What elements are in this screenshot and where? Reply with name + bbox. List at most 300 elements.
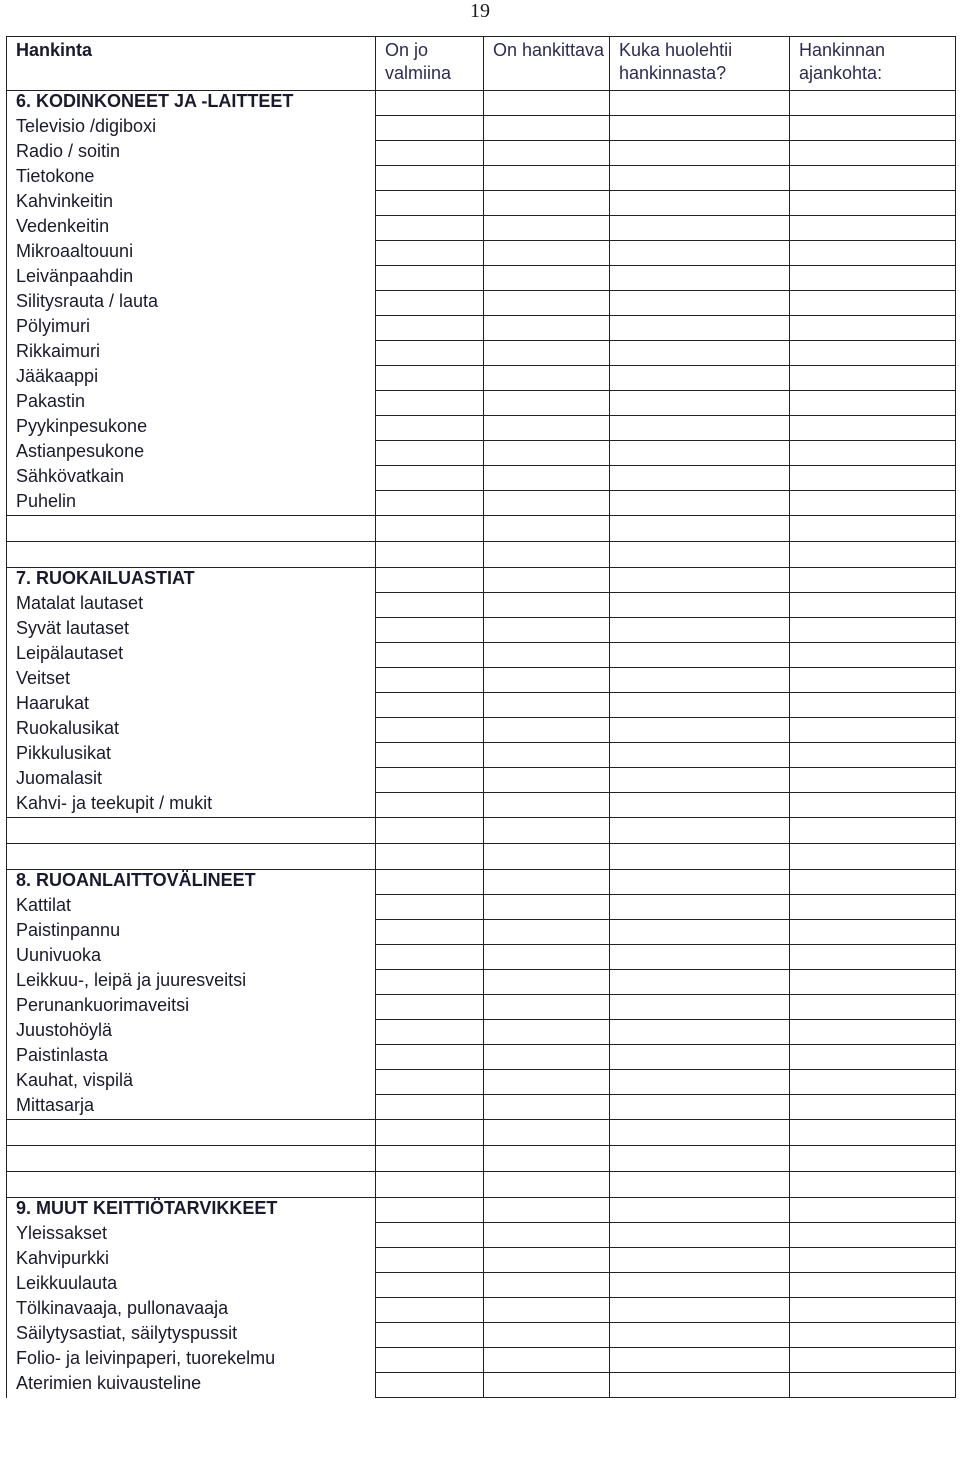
item-label: Pölyimuri bbox=[7, 316, 376, 341]
table-row bbox=[7, 1070, 956, 1095]
input-cell[interactable] bbox=[376, 693, 484, 718]
table-row bbox=[7, 141, 956, 166]
header-responsible: Kuka huolehtii hankinnasta? bbox=[610, 37, 790, 91]
input-cell[interactable] bbox=[376, 1070, 484, 1095]
blank-cell[interactable] bbox=[610, 1120, 790, 1146]
input-cell[interactable] bbox=[484, 291, 610, 316]
blank-cell[interactable] bbox=[376, 516, 484, 542]
blank-row bbox=[7, 844, 956, 870]
blank-cell[interactable] bbox=[376, 1146, 484, 1172]
input-cell[interactable] bbox=[484, 1348, 610, 1373]
input-cell[interactable] bbox=[484, 920, 610, 945]
item-label: Leikkuu-, leipä ja juuresveitsi bbox=[7, 970, 376, 995]
input-cell[interactable] bbox=[484, 466, 610, 491]
input-cell[interactable] bbox=[484, 266, 610, 291]
input-cell[interactable] bbox=[376, 593, 484, 618]
input-cell[interactable] bbox=[610, 768, 790, 793]
input-cell[interactable] bbox=[484, 1298, 610, 1323]
input-cell[interactable] bbox=[610, 1298, 790, 1323]
input-cell[interactable] bbox=[376, 1095, 484, 1120]
blank-row bbox=[7, 818, 956, 844]
checklist-body bbox=[7, 37, 956, 1398]
section-title: 7. RUOKAILUASTIAT bbox=[7, 568, 376, 593]
table-row bbox=[7, 216, 956, 241]
input-cell[interactable] bbox=[376, 1020, 484, 1045]
input-cell[interactable] bbox=[790, 793, 956, 818]
header-timing: Hankinnan ajankohta: bbox=[790, 37, 956, 91]
input-cell[interactable] bbox=[610, 793, 790, 818]
input-cell[interactable] bbox=[790, 1323, 956, 1348]
input-cell[interactable] bbox=[484, 316, 610, 341]
blank-cell[interactable] bbox=[484, 844, 610, 870]
input-cell[interactable] bbox=[790, 1273, 956, 1298]
blank-row bbox=[7, 1146, 956, 1172]
input-cell[interactable] bbox=[790, 366, 956, 391]
empty-cell[interactable] bbox=[484, 568, 610, 593]
input-cell[interactable] bbox=[790, 1070, 956, 1095]
input-cell[interactable] bbox=[610, 743, 790, 768]
item-label: Pyykinpesukone bbox=[7, 416, 376, 441]
blank-cell[interactable] bbox=[7, 844, 376, 870]
blank-cell[interactable] bbox=[7, 1146, 376, 1172]
empty-cell[interactable] bbox=[376, 870, 484, 895]
blank-cell[interactable] bbox=[484, 1146, 610, 1172]
input-cell[interactable] bbox=[790, 1248, 956, 1273]
input-cell[interactable] bbox=[790, 266, 956, 291]
blank-cell[interactable] bbox=[7, 1172, 376, 1198]
input-cell[interactable] bbox=[610, 416, 790, 441]
item-label: Paistinlasta bbox=[7, 1045, 376, 1070]
input-cell[interactable] bbox=[376, 920, 484, 945]
empty-cell[interactable] bbox=[790, 1198, 956, 1223]
input-cell[interactable] bbox=[790, 291, 956, 316]
empty-cell[interactable] bbox=[610, 870, 790, 895]
table-row bbox=[7, 1348, 956, 1373]
input-cell[interactable] bbox=[484, 768, 610, 793]
table-row bbox=[7, 116, 956, 141]
blank-row bbox=[7, 516, 956, 542]
input-cell[interactable] bbox=[376, 643, 484, 668]
empty-cell[interactable] bbox=[484, 91, 610, 116]
input-cell[interactable] bbox=[484, 191, 610, 216]
input-cell[interactable] bbox=[376, 668, 484, 693]
item-label: Säilytysastiat, säilytyspussit bbox=[7, 1323, 376, 1348]
input-cell[interactable] bbox=[484, 1273, 610, 1298]
empty-cell[interactable] bbox=[610, 91, 790, 116]
blank-cell[interactable] bbox=[790, 516, 956, 542]
input-cell[interactable] bbox=[484, 995, 610, 1020]
input-cell[interactable] bbox=[376, 491, 484, 516]
table-row bbox=[7, 1223, 956, 1248]
input-cell[interactable] bbox=[484, 391, 610, 416]
item-label: Mittasarja bbox=[7, 1095, 376, 1120]
input-cell[interactable] bbox=[790, 718, 956, 743]
blank-cell[interactable] bbox=[484, 1172, 610, 1198]
input-cell[interactable] bbox=[484, 1373, 610, 1398]
blank-cell[interactable] bbox=[790, 1172, 956, 1198]
input-cell[interactable] bbox=[610, 1373, 790, 1398]
input-cell[interactable] bbox=[790, 141, 956, 166]
input-cell[interactable] bbox=[376, 1045, 484, 1070]
section-row bbox=[7, 870, 956, 895]
input-cell[interactable] bbox=[610, 191, 790, 216]
input-cell[interactable] bbox=[610, 291, 790, 316]
input-cell[interactable] bbox=[790, 995, 956, 1020]
input-cell[interactable] bbox=[790, 1298, 956, 1323]
section-title: 9. MUUT KEITTIÖTARVIKKEET bbox=[7, 1198, 376, 1223]
input-cell[interactable] bbox=[376, 291, 484, 316]
input-cell[interactable] bbox=[484, 341, 610, 366]
item-label: Silitysrauta / lauta bbox=[7, 291, 376, 316]
input-cell[interactable] bbox=[610, 1248, 790, 1273]
input-cell[interactable] bbox=[376, 166, 484, 191]
item-label: Vedenkeitin bbox=[7, 216, 376, 241]
input-cell[interactable] bbox=[376, 316, 484, 341]
input-cell[interactable] bbox=[610, 341, 790, 366]
input-cell[interactable] bbox=[610, 366, 790, 391]
input-cell[interactable] bbox=[610, 216, 790, 241]
empty-cell[interactable] bbox=[376, 1198, 484, 1223]
input-cell[interactable] bbox=[790, 1373, 956, 1398]
item-label: Juomalasit bbox=[7, 768, 376, 793]
input-cell[interactable] bbox=[790, 970, 956, 995]
input-cell[interactable] bbox=[790, 693, 956, 718]
blank-cell[interactable] bbox=[376, 1172, 484, 1198]
input-cell[interactable] bbox=[484, 718, 610, 743]
input-cell[interactable] bbox=[376, 266, 484, 291]
blank-cell[interactable] bbox=[610, 1172, 790, 1198]
input-cell[interactable] bbox=[484, 1095, 610, 1120]
table-row bbox=[7, 895, 956, 920]
empty-cell[interactable] bbox=[610, 568, 790, 593]
input-cell[interactable] bbox=[484, 1323, 610, 1348]
input-cell[interactable] bbox=[376, 1373, 484, 1398]
input-cell[interactable] bbox=[376, 466, 484, 491]
input-cell[interactable] bbox=[376, 216, 484, 241]
table-row bbox=[7, 266, 956, 291]
input-cell[interactable] bbox=[610, 166, 790, 191]
table-row bbox=[7, 291, 956, 316]
table-row bbox=[7, 241, 956, 266]
table-row bbox=[7, 466, 956, 491]
table-row bbox=[7, 366, 956, 391]
blank-cell[interactable] bbox=[7, 516, 376, 542]
input-cell[interactable] bbox=[790, 1223, 956, 1248]
table-row bbox=[7, 970, 956, 995]
input-cell[interactable] bbox=[484, 166, 610, 191]
table-row bbox=[7, 341, 956, 366]
input-cell[interactable] bbox=[790, 920, 956, 945]
input-cell[interactable] bbox=[790, 593, 956, 618]
input-cell[interactable] bbox=[610, 1020, 790, 1045]
input-cell[interactable] bbox=[790, 466, 956, 491]
blank-cell[interactable] bbox=[484, 818, 610, 844]
input-cell[interactable] bbox=[610, 1273, 790, 1298]
item-label: Leivänpaahdin bbox=[7, 266, 376, 291]
item-label: Astianpesukone bbox=[7, 441, 376, 466]
table-row bbox=[7, 441, 956, 466]
input-cell[interactable] bbox=[484, 618, 610, 643]
blank-cell[interactable] bbox=[376, 542, 484, 568]
input-cell[interactable] bbox=[484, 668, 610, 693]
table-row bbox=[7, 1273, 956, 1298]
input-cell[interactable] bbox=[790, 1020, 956, 1045]
blank-cell[interactable] bbox=[610, 516, 790, 542]
item-label: Tietokone bbox=[7, 166, 376, 191]
item-label: Kahvi- ja teekupit / mukit bbox=[7, 793, 376, 818]
input-cell[interactable] bbox=[484, 241, 610, 266]
empty-cell[interactable] bbox=[376, 568, 484, 593]
item-label: Tölkinavaaja, pullonavaaja bbox=[7, 1298, 376, 1323]
input-cell[interactable] bbox=[610, 718, 790, 743]
item-label: Pikkulusikat bbox=[7, 743, 376, 768]
input-cell[interactable] bbox=[790, 668, 956, 693]
input-cell[interactable] bbox=[790, 895, 956, 920]
section-row bbox=[7, 1198, 956, 1223]
input-cell[interactable] bbox=[484, 593, 610, 618]
input-cell[interactable] bbox=[610, 1070, 790, 1095]
item-label: Kahvipurkki bbox=[7, 1248, 376, 1273]
input-cell[interactable] bbox=[484, 693, 610, 718]
item-label: Haarukat bbox=[7, 693, 376, 718]
page-number: 19 bbox=[470, 0, 490, 22]
table-row bbox=[7, 316, 956, 341]
input-cell[interactable] bbox=[610, 391, 790, 416]
input-cell[interactable] bbox=[376, 618, 484, 643]
input-cell[interactable] bbox=[790, 416, 956, 441]
input-cell[interactable] bbox=[484, 793, 610, 818]
input-cell[interactable] bbox=[484, 116, 610, 141]
input-cell[interactable] bbox=[376, 1323, 484, 1348]
table-row bbox=[7, 618, 956, 643]
input-cell[interactable] bbox=[790, 1095, 956, 1120]
blank-cell[interactable] bbox=[610, 542, 790, 568]
blank-row bbox=[7, 542, 956, 568]
table-row bbox=[7, 995, 956, 1020]
input-cell[interactable] bbox=[790, 1045, 956, 1070]
table-row bbox=[7, 1020, 956, 1045]
input-cell[interactable] bbox=[610, 316, 790, 341]
item-label: Radio / soitin bbox=[7, 141, 376, 166]
table-row bbox=[7, 491, 956, 516]
blank-cell[interactable] bbox=[790, 1120, 956, 1146]
input-cell[interactable] bbox=[376, 416, 484, 441]
input-cell[interactable] bbox=[376, 793, 484, 818]
item-label: Televisio /digiboxi bbox=[7, 116, 376, 141]
input-cell[interactable] bbox=[610, 1223, 790, 1248]
input-cell[interactable] bbox=[376, 945, 484, 970]
input-cell[interactable] bbox=[610, 970, 790, 995]
input-cell[interactable] bbox=[610, 618, 790, 643]
table-row bbox=[7, 1323, 956, 1348]
input-cell[interactable] bbox=[610, 491, 790, 516]
input-cell[interactable] bbox=[376, 1273, 484, 1298]
input-cell[interactable] bbox=[610, 1323, 790, 1348]
input-cell[interactable] bbox=[790, 441, 956, 466]
table-row bbox=[7, 920, 956, 945]
table-row bbox=[7, 643, 956, 668]
item-label: Sähkövatkain bbox=[7, 466, 376, 491]
input-cell[interactable] bbox=[484, 141, 610, 166]
section-title: 8. RUOANLAITTOVÄLINEET bbox=[7, 870, 376, 895]
item-label: Mikroaaltouuni bbox=[7, 241, 376, 266]
input-cell[interactable] bbox=[484, 1223, 610, 1248]
input-cell[interactable] bbox=[610, 593, 790, 618]
input-cell[interactable] bbox=[376, 1248, 484, 1273]
input-cell[interactable] bbox=[790, 116, 956, 141]
item-label: Aterimien kuivausteline bbox=[7, 1373, 376, 1398]
input-cell[interactable] bbox=[376, 718, 484, 743]
item-label: Pakastin bbox=[7, 391, 376, 416]
input-cell[interactable] bbox=[376, 391, 484, 416]
procurement-checklist-table bbox=[6, 36, 956, 1398]
item-label: Uunivuoka bbox=[7, 945, 376, 970]
input-cell[interactable] bbox=[484, 416, 610, 441]
input-cell[interactable] bbox=[376, 743, 484, 768]
item-label: Veitset bbox=[7, 668, 376, 693]
input-cell[interactable] bbox=[484, 366, 610, 391]
input-cell[interactable] bbox=[610, 141, 790, 166]
empty-cell[interactable] bbox=[790, 870, 956, 895]
input-cell[interactable] bbox=[610, 895, 790, 920]
blank-cell[interactable] bbox=[610, 1146, 790, 1172]
input-cell[interactable] bbox=[376, 341, 484, 366]
input-cell[interactable] bbox=[790, 391, 956, 416]
item-label: Juustohöylä bbox=[7, 1020, 376, 1045]
blank-cell[interactable] bbox=[376, 1120, 484, 1146]
input-cell[interactable] bbox=[790, 166, 956, 191]
input-cell[interactable] bbox=[610, 945, 790, 970]
blank-cell[interactable] bbox=[376, 818, 484, 844]
input-cell[interactable] bbox=[484, 643, 610, 668]
input-cell[interactable] bbox=[610, 266, 790, 291]
table-row bbox=[7, 191, 956, 216]
table-row bbox=[7, 1298, 956, 1323]
input-cell[interactable] bbox=[790, 341, 956, 366]
header-row bbox=[7, 37, 956, 91]
input-cell[interactable] bbox=[484, 216, 610, 241]
input-cell[interactable] bbox=[790, 316, 956, 341]
item-label: Leipälautaset bbox=[7, 643, 376, 668]
input-cell[interactable] bbox=[484, 1248, 610, 1273]
input-cell[interactable] bbox=[376, 895, 484, 920]
input-cell[interactable] bbox=[484, 945, 610, 970]
blank-cell[interactable] bbox=[790, 818, 956, 844]
table-row bbox=[7, 793, 956, 818]
blank-cell[interactable] bbox=[484, 542, 610, 568]
input-cell[interactable] bbox=[484, 441, 610, 466]
item-label: Folio- ja leivinpaperi, tuorekelmu bbox=[7, 1348, 376, 1373]
input-cell[interactable] bbox=[790, 618, 956, 643]
blank-cell[interactable] bbox=[7, 818, 376, 844]
input-cell[interactable] bbox=[376, 441, 484, 466]
blank-cell[interactable] bbox=[610, 818, 790, 844]
input-cell[interactable] bbox=[484, 970, 610, 995]
input-cell[interactable] bbox=[790, 945, 956, 970]
blank-cell[interactable] bbox=[484, 516, 610, 542]
input-cell[interactable] bbox=[376, 1298, 484, 1323]
input-cell[interactable] bbox=[790, 216, 956, 241]
input-cell[interactable] bbox=[610, 466, 790, 491]
input-cell[interactable] bbox=[790, 768, 956, 793]
input-cell[interactable] bbox=[790, 643, 956, 668]
input-cell[interactable] bbox=[376, 366, 484, 391]
input-cell[interactable] bbox=[376, 116, 484, 141]
item-label: Yleissakset bbox=[7, 1223, 376, 1248]
empty-cell[interactable] bbox=[376, 91, 484, 116]
input-cell[interactable] bbox=[484, 1020, 610, 1045]
input-cell[interactable] bbox=[376, 970, 484, 995]
table-row bbox=[7, 1095, 956, 1120]
input-cell[interactable] bbox=[610, 241, 790, 266]
item-label: Kauhat, vispilä bbox=[7, 1070, 376, 1095]
item-label: Perunankuorimaveitsi bbox=[7, 995, 376, 1020]
input-cell[interactable] bbox=[610, 116, 790, 141]
input-cell[interactable] bbox=[790, 191, 956, 216]
empty-cell[interactable] bbox=[484, 1198, 610, 1223]
input-cell[interactable] bbox=[610, 1348, 790, 1373]
input-cell[interactable] bbox=[376, 995, 484, 1020]
empty-cell[interactable] bbox=[484, 870, 610, 895]
input-cell[interactable] bbox=[610, 668, 790, 693]
input-cell[interactable] bbox=[610, 1045, 790, 1070]
item-label: Kattilat bbox=[7, 895, 376, 920]
input-cell[interactable] bbox=[484, 1070, 610, 1095]
section-row bbox=[7, 568, 956, 593]
section-title: 6. KODINKONEET JA -LAITTEET bbox=[7, 91, 376, 116]
input-cell[interactable] bbox=[484, 743, 610, 768]
input-cell[interactable] bbox=[484, 1045, 610, 1070]
input-cell[interactable] bbox=[790, 241, 956, 266]
input-cell[interactable] bbox=[376, 1223, 484, 1248]
blank-cell[interactable] bbox=[790, 542, 956, 568]
header-to-acquire: On hankittava bbox=[484, 37, 610, 91]
blank-cell[interactable] bbox=[7, 542, 376, 568]
empty-cell[interactable] bbox=[610, 1198, 790, 1223]
input-cell[interactable] bbox=[790, 1348, 956, 1373]
input-cell[interactable] bbox=[484, 895, 610, 920]
blank-cell[interactable] bbox=[610, 844, 790, 870]
item-label: Kahvinkeitin bbox=[7, 191, 376, 216]
empty-cell[interactable] bbox=[790, 568, 956, 593]
blank-cell[interactable] bbox=[7, 1120, 376, 1146]
blank-cell[interactable] bbox=[790, 1146, 956, 1172]
input-cell[interactable] bbox=[376, 241, 484, 266]
empty-cell[interactable] bbox=[790, 91, 956, 116]
table-row bbox=[7, 1373, 956, 1398]
input-cell[interactable] bbox=[376, 191, 484, 216]
blank-cell[interactable] bbox=[484, 1120, 610, 1146]
item-label: Ruokalusikat bbox=[7, 718, 376, 743]
blank-cell[interactable] bbox=[376, 844, 484, 870]
table-row bbox=[7, 693, 956, 718]
input-cell[interactable] bbox=[790, 743, 956, 768]
blank-cell[interactable] bbox=[790, 844, 956, 870]
input-cell[interactable] bbox=[610, 920, 790, 945]
input-cell[interactable] bbox=[610, 693, 790, 718]
table-row bbox=[7, 945, 956, 970]
input-cell[interactable] bbox=[484, 491, 610, 516]
input-cell[interactable] bbox=[376, 1348, 484, 1373]
input-cell[interactable] bbox=[610, 1095, 790, 1120]
input-cell[interactable] bbox=[790, 491, 956, 516]
blank-row bbox=[7, 1120, 956, 1146]
input-cell[interactable] bbox=[376, 768, 484, 793]
input-cell[interactable] bbox=[376, 141, 484, 166]
input-cell[interactable] bbox=[610, 441, 790, 466]
input-cell[interactable] bbox=[610, 995, 790, 1020]
input-cell[interactable] bbox=[610, 643, 790, 668]
